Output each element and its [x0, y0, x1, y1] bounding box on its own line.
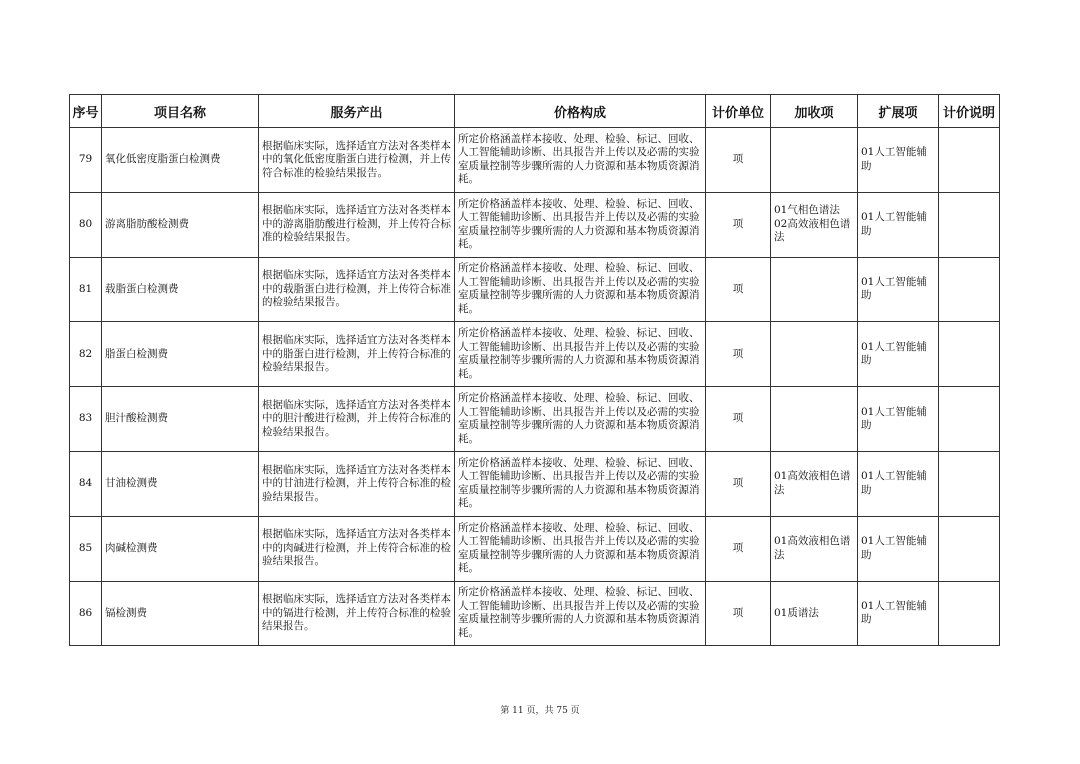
table-row [70, 322, 1000, 387]
price-composition-cell: 所定价格涵盖样本接收、处理、检验、标记、回收、人工智能辅助诊断、出具报告并上传以及必需的实验室质量控制等步骤所需的人力资源和基本物质资源消耗。 [455, 128, 706, 193]
table-row [70, 192, 1000, 257]
item-name-cell: 游离脂肪酸检测费 [102, 192, 259, 257]
header-service-output: 服务产出 [259, 95, 455, 128]
table-body [70, 128, 1000, 646]
service-output-cell: 根据临床实际，选择适宜方法对各类样本中的胆汁酸进行检测，并上传符合标准的检验结果报告。 [259, 387, 455, 452]
item-name-cell: 脂蛋白检测费 [102, 322, 259, 387]
surcharge-cell: 01高效液相色谱法 [771, 516, 858, 581]
table-row [70, 128, 1000, 193]
note-cell [939, 322, 1000, 387]
surcharge-cell [771, 257, 858, 322]
extension-cell: 01人工智能辅助 [858, 516, 939, 581]
seq-cell: 79 [70, 128, 102, 193]
header-seq: 序号 [70, 95, 102, 128]
unit-cell: 项 [706, 387, 771, 452]
unit-cell: 项 [706, 257, 771, 322]
table-header-row [70, 95, 1000, 128]
service-output-cell: 根据临床实际，选择适宜方法对各类样本中的游离脂肪酸进行检测，并上传符合标准的检验结果报告。 [259, 192, 455, 257]
header-extension: 扩展项 [858, 95, 939, 128]
surcharge-cell [771, 128, 858, 193]
note-cell [939, 581, 1000, 646]
note-cell [939, 387, 1000, 452]
service-output-cell: 根据临床实际，选择适宜方法对各类样本中的氧化低密度脂蛋白进行检测，并上传符合标准的检验结果报告。 [259, 128, 455, 193]
table-row [70, 451, 1000, 516]
table-row [70, 387, 1000, 452]
surcharge-cell: 01质谱法 [771, 581, 858, 646]
extension-cell: 01人工智能辅助 [858, 387, 939, 452]
header-note: 计价说明 [939, 95, 1000, 128]
note-cell [939, 128, 1000, 193]
extension-cell: 01人工智能辅助 [858, 581, 939, 646]
note-cell [939, 192, 1000, 257]
price-composition-cell: 所定价格涵盖样本接收、处理、检验、标记、回收、人工智能辅助诊断、出具报告并上传以及必需的实验室质量控制等步骤所需的人力资源和基本物质资源消耗。 [455, 516, 706, 581]
item-name-cell: 镉检测费 [102, 581, 259, 646]
header-unit: 计价单位 [706, 95, 771, 128]
header-surcharge: 加收项 [771, 95, 858, 128]
extension-cell: 01人工智能辅助 [858, 192, 939, 257]
extension-cell: 01人工智能辅助 [858, 451, 939, 516]
surcharge-cell [771, 387, 858, 452]
service-output-cell: 根据临床实际，选择适宜方法对各类样本中的脂蛋白进行检测，并上传符合标准的检验结果报告。 [259, 322, 455, 387]
table-row [70, 516, 1000, 581]
seq-cell: 82 [70, 322, 102, 387]
surcharge-cell: 01高效液相色谱法 [771, 451, 858, 516]
header-item-name: 项目名称 [102, 95, 259, 128]
pricing-table [69, 94, 1000, 646]
seq-cell: 81 [70, 257, 102, 322]
seq-cell: 86 [70, 581, 102, 646]
service-output-cell: 根据临床实际，选择适宜方法对各类样本中的镉进行检测，并上传符合标准的检验结果报告。 [259, 581, 455, 646]
note-cell [939, 257, 1000, 322]
item-name-cell: 肉碱检测费 [102, 516, 259, 581]
surcharge-cell [771, 322, 858, 387]
unit-cell: 项 [706, 516, 771, 581]
page-footer: 第 11 页，共 75 页 [500, 706, 580, 716]
item-name-cell: 胆汁酸检测费 [102, 387, 259, 452]
note-cell [939, 516, 1000, 581]
seq-cell: 83 [70, 387, 102, 452]
extension-cell: 01人工智能辅助 [858, 128, 939, 193]
price-composition-cell: 所定价格涵盖样本接收、处理、检验、标记、回收、人工智能辅助诊断、出具报告并上传以及必需的实验室质量控制等步骤所需的人力资源和基本物质资源消耗。 [455, 387, 706, 452]
price-composition-cell: 所定价格涵盖样本接收、处理、检验、标记、回收、人工智能辅助诊断、出具报告并上传以及必需的实验室质量控制等步骤所需的人力资源和基本物质资源消耗。 [455, 322, 706, 387]
table-row [70, 581, 1000, 646]
header-price-composition: 价格构成 [455, 95, 706, 128]
service-output-cell: 根据临床实际，选择适宜方法对各类样本中的载脂蛋白进行检测，并上传符合标准的检验结果报告。 [259, 257, 455, 322]
note-cell [939, 451, 1000, 516]
surcharge-cell: 01气相色谱法 02高效液相色谱法 [771, 192, 858, 257]
item-name-cell: 甘油检测费 [102, 451, 259, 516]
seq-cell: 80 [70, 192, 102, 257]
price-composition-cell: 所定价格涵盖样本接收、处理、检验、标记、回收、人工智能辅助诊断、出具报告并上传以及必需的实验室质量控制等步骤所需的人力资源和基本物质资源消耗。 [455, 451, 706, 516]
unit-cell: 项 [706, 322, 771, 387]
unit-cell: 项 [706, 451, 771, 516]
seq-cell: 85 [70, 516, 102, 581]
service-output-cell: 根据临床实际，选择适宜方法对各类样本中的肉碱进行检测，并上传符合标准的检验结果报告。 [259, 516, 455, 581]
unit-cell: 项 [706, 128, 771, 193]
item-name-cell: 氧化低密度脂蛋白检测费 [102, 128, 259, 193]
price-composition-cell: 所定价格涵盖样本接收、处理、检验、标记、回收、人工智能辅助诊断、出具报告并上传以及必需的实验室质量控制等步骤所需的人力资源和基本物质资源消耗。 [455, 192, 706, 257]
extension-cell: 01人工智能辅助 [858, 322, 939, 387]
item-name-cell: 载脂蛋白检测费 [102, 257, 259, 322]
price-composition-cell: 所定价格涵盖样本接收、处理、检验、标记、回收、人工智能辅助诊断、出具报告并上传以及必需的实验室质量控制等步骤所需的人力资源和基本物质资源消耗。 [455, 257, 706, 322]
service-output-cell: 根据临床实际，选择适宜方法对各类样本中的甘油进行检测，并上传符合标准的检验结果报告。 [259, 451, 455, 516]
extension-cell: 01人工智能辅助 [858, 257, 939, 322]
unit-cell: 项 [706, 581, 771, 646]
seq-cell: 84 [70, 451, 102, 516]
unit-cell: 项 [706, 192, 771, 257]
price-composition-cell: 所定价格涵盖样本接收、处理、检验、标记、回收、人工智能辅助诊断、出具报告并上传以及必需的实验室质量控制等步骤所需的人力资源和基本物质资源消耗。 [455, 581, 706, 646]
table-row [70, 257, 1000, 322]
